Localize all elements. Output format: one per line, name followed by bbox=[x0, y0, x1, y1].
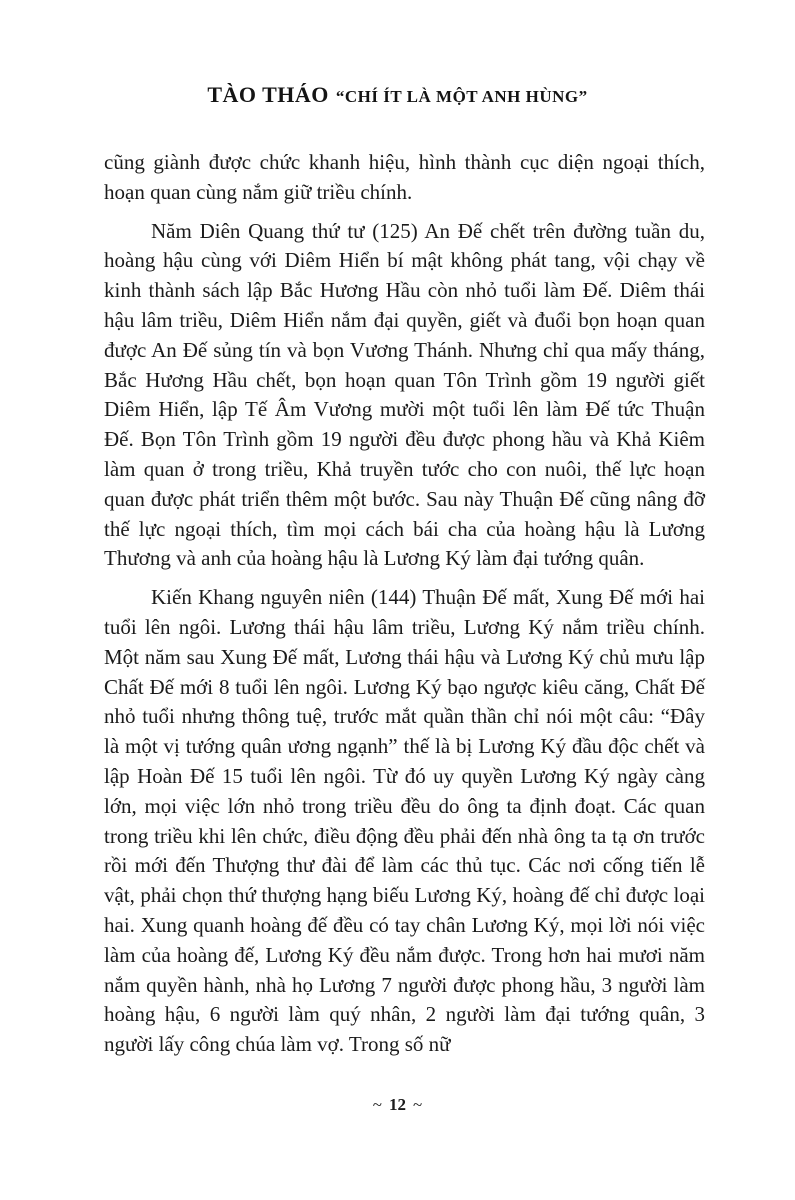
footer-ornament-left: ~ bbox=[372, 1095, 382, 1114]
running-header bbox=[0, 82, 795, 108]
body-paragraph: Kiến Khang nguyên niên (144) Thuận Đế mất, Xung Đế mới hai tuổi lên ngôi. Lương thái hậu lâm triều, Lương Ký nắm triều chính. Một năm sau Xung Đế mất, Lương thái hậu và Lương Ký chủ mưu lập Chất Đế mới 8 tuổi lên ngôi. Lương Ký bạo ngược kiêu căng, Chất Đế nhỏ tuổi nhưng thông tuệ, trước mắt quần thần chỉ nói một câu: “Đây là một vị tướng quân ương ngạnh” thế là bị Lương Ký đầu độc chết và lập Hoàn Đế 15 tuổi lên ngôi. Từ đó uy quyền Lương Ký ngày càng lớn, mọi việc lớn nhỏ trong triều đều do ông ta định đoạt. Các quan trong triều khi lên chức, điều động đều phải đến nhà ông ta tạ ơn trước rồi mới đến Thượng thư đài để làm các thủ tục. Các nơi cống tiến lễ vật, phải chọn thứ thượng hạng biếu Lương Ký, hoàng đế chỉ được loại hai. Xung quanh hoàng đế đều có tay chân Lương Ký, mọi lời nói việc làm của hoàng đế, Lương Ký đều nắm được. Trong hơn hai mươi năm nắm quyền hành, nhà họ Lương 7 người được phong hầu, 3 người làm hoàng hậu, 6 người làm quý nhân, 2 người làm đại tướng quân, 3 người lấy công chúa làm vợ. Trong số nữ bbox=[104, 585, 705, 1057]
running-header-subtitle: “CHÍ ÍT LÀ MỘT ANH HÙNG” bbox=[335, 87, 588, 106]
running-header-title: TÀO THÁO bbox=[207, 82, 329, 107]
body-paragraph-continuation: cũng giành được chức khanh hiệu, hình thành cục diện ngoại thích, hoạn quan cùng nắm giữ triều chính. bbox=[104, 150, 705, 204]
body-paragraph: Năm Diên Quang thứ tư (125) An Đế chết trên đường tuần du, hoàng hậu cùng với Diêm Hiển bí mật không phát tang, vội chạy về kinh thành sách lập Bắc Hương Hầu còn nhỏ tuổi làm Đế. Diêm thái hậu lâm triều, Diêm Hiển nắm đại quyền, giết và đuổi bọn hoạn quan được An Đế sủng tín và bọn Vương Thánh. Nhưng chỉ qua mấy tháng, Bắc Hương Hầu chết, bọn hoạn quan Tôn Trình gồm 19 người giết Diêm Hiển, lập Tế Âm Vương mười một tuổi lên làm Đế tức Thuận Đế. Bọn Tôn Trình gồm 19 người đều được phong hầu và Khả Kiêm làm quan ở trong triều, Khả truyền tước cho con nuôi, thế lực hoạn quan được phát triển thêm một bước. Sau này Thuận Đế cũng nâng đỡ thế lực ngoại thích, tìm mọi cách bái cha của hoàng hậu là Lương Thương và anh của hoàng hậu là Lương Ký làm đại tướng quân. bbox=[104, 218, 705, 571]
page-number: 12 bbox=[389, 1095, 406, 1114]
page-body bbox=[104, 148, 705, 1069]
footer-ornament-right: ~ bbox=[413, 1095, 423, 1114]
page-footer bbox=[0, 1095, 795, 1115]
